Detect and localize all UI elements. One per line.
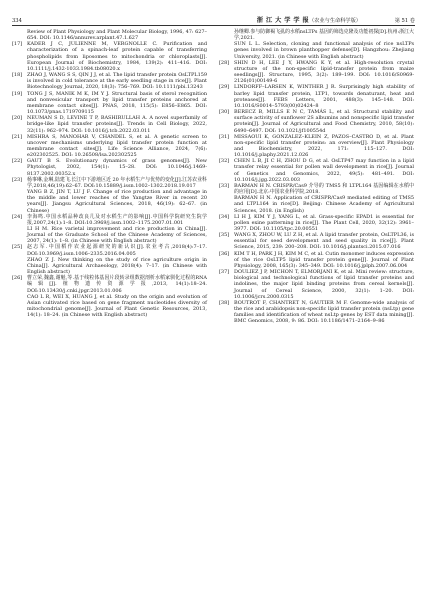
reference-entry [219, 109, 414, 134]
reference-text: 曹立荣,魏鑫,谢魁,等.基于线粒体基因片段转录组数据剖析水稻家驯化过程的RNA 编辑[J].植物遗传资源学报,2013, 14(1):18–24. DOI:10.13430/j.cnki.jpgr.2013.01.006 [27, 275, 207, 294]
reference-text: 杨事琳,金琳,陆建飞.长江中下游地区近 20 年水稻生产与优势的变化[J].江苏农业科学,2018,46(19):62–67. DOI:10.15889/j.issn.1002–1302.2018.19.017 [27, 176, 207, 189]
reference-entry [219, 60, 414, 85]
reference-entry [219, 269, 414, 300]
reference-text: GAUT B S. Evolutionary dynamics of grass genomes[J]. New Phytologist, 2002, 154(1): 15–28. DOI: 10.1046/j.1469-8137.2002.00352.x [27, 158, 207, 177]
references-left-column [12, 29, 207, 318]
reference-number: [35] [219, 232, 230, 239]
reference-text: BARMAN H N. Application of CRISPR/Cas9 mediated editing of TMS5 and LTPL164 in rice[D]. Beijing: Chinese Academy of Agricultural Sciences, 2018. (in English) [234, 195, 414, 214]
reference-entry [219, 183, 414, 195]
reference-entry [12, 226, 207, 244]
reference-number: [32] [219, 158, 230, 165]
reference-text: LI H J, KIM Y J, YANG L, et al. Grass-specific EPAD1 is essential for pollen exine patterning in rice[J]. The Plant Cell, 2020, 32(12): 3961–3977. DOI: 10.1105/tpc.20.00551 [234, 213, 414, 232]
reference-continuation: Review of Plant Physiology and Plant Molecular Biology, 1996, 47: 627–654. DOI: 10.1146/annurev.arplant.47.1.627 [27, 29, 207, 42]
reference-number: [24] [12, 213, 23, 220]
reference-entry [12, 115, 207, 133]
reference-text: KADER J C, JULIENNE M, VERGNOLLE C. Purification and characterization of a spinach-leaf protein capable of transferring phospholipids from liposomes to mitochondria or chloroplasts[J]. European Journal of Biochemistry, 1984, 139(2): 411–416. DOI: 10.1111/j.1432-1033.1984.tb08020.x [27, 41, 207, 72]
reference-text: CAO L R, WEI X, HUANG J, et al. Study on the origin and evolution of Asian cultivated rice based on gene fragment nucleotides diversity of mitochondrial genome[J]. Journal of Plant Genetic Resources, 2013, 14(1): 18–24. (in Chinese with English abstract) [27, 293, 207, 319]
reference-text: BOUTROT F, CHANTRET N, GAUTIER M F. Genome-wide analysis of the rice and arabidopsis non-specific lipid transfer protein (nsLtp) gene families and identification of wheat nsLtp genes by EST data mining[J]. BMC Genomics, 2008, 9: 86. DOI: 10.1186/1471–2164–9–86 [234, 299, 414, 325]
reference-number [12, 189, 27, 214]
journal-title [52, 15, 379, 24]
reference-entry [12, 91, 207, 116]
references-right-column [219, 29, 414, 325]
reference-entry [219, 232, 414, 250]
header-rule [12, 25, 415, 26]
reference-number: [38] [219, 299, 230, 306]
reference-text: DOULIEZ J P, MICHON T, ELMORJANI K, et al. Mini review: structure, biological and technological functions of lipid transfer proteins and indolines, the major lipid binding proteins from cereal kernels[J]. Journal of Cereal Science, 2000, 32(1): 1–20. DOI: 10.1006/jcrs.2000.0315 [234, 269, 414, 300]
reference-entry [12, 134, 207, 159]
reference-number: [36] [219, 250, 230, 257]
reference-number [12, 257, 27, 275]
reference-number: [19] [12, 90, 23, 97]
reference-text: YANG B Z, JIN T, LU J F. Change of rice production and advantage in the middle and lower reaches of the Yangtze River in recent 20 years[J]. Jiangsu Agricultural Sciences, 2018, 46(19): 62–67. (in Chinese) [27, 189, 207, 214]
reference-number: [31] [219, 133, 230, 140]
reference-entry [219, 300, 414, 325]
reference-text: SUN L L. Selection, cloning and functional analysis of rice nsLTPs genes involved in brown planthopper defense[D]. Hangzhou: Zhejiang University, 2021. (in Chinese with English abstract) [234, 41, 414, 60]
reference-number: [25] [12, 244, 23, 251]
reference-number: [23] [12, 176, 23, 183]
reference-entry [219, 158, 414, 183]
reference-number: [28] [219, 59, 230, 66]
reference-number: [34] [219, 213, 230, 220]
volume-label: 第 51 卷 [394, 18, 415, 24]
reference-text: 赵志军.中国稻作农业起源研究的新认识[J].农业考古,2018(4):7–17. DOI:10.3969/j.issn.1006–2335.2016.04.005 [27, 244, 207, 257]
journal-title-main: 浙 江 大 学 学 报 [256, 17, 310, 24]
reference-text: SHIN D H, LEE J Y, HWANG K Y, et al. High-resolution crystal structure of the non-specific lipid-transfer protein from maize seedlings[J]. Structure, 1995, 3(2): 189–199. DOI: 10.1016/S0969-2126(01)00149-6 [234, 59, 414, 85]
reference-number: [21] [12, 133, 23, 140]
reference-text: BERECZ B, MILLS E N C, TAMÁS L, et al. Structural stability and surface activity of sunflower 2S albumins and nonspecific lipid transfer protein[J]. Journal of Agricultural and Food Chemistry, 2010, 58(10): 6490–6497. DOI: 10.1021/jf100554d [234, 109, 414, 134]
reference-number [12, 294, 27, 319]
reference-entry [12, 189, 207, 214]
reference-number: [33] [219, 182, 230, 189]
reference-text: MISSAOUI K, GONZALEZ–KLEIN Z, PAZOS–CASTRO D, et al. Plant non-specific lipid transfer proteins: an overview[J]. Plant Physiology and Biochemistry, 2022, 171: 115–127. DOI: 10.1016/j.plaphy.2021.12.026 [234, 133, 414, 159]
reference-number: [37] [219, 269, 230, 276]
reference-number: [26] [12, 275, 23, 282]
reference-number [219, 195, 234, 213]
reference-text: LI H M. Rice varietal improvement and rice production in China[J]. Journal of the Graduate School of the Chinese Academy of Sciences, 2007, 24(1): 1–8. (in Chinese with English abstract) [27, 226, 207, 245]
reference-entry [12, 214, 207, 226]
reference-entry [219, 214, 414, 232]
reference-text: 李海鸣.中国水稻品种改良几及对水稻生产的影响[J].中国科学院研究生院学报,2007,24(1):1–8. DOI:10.3969/j.issn.1002–1175.2007.01.001 [27, 213, 207, 226]
reference-entry [219, 195, 414, 213]
reference-text: LINDORFF–LARSEN K, WINTHER J R. Surprisingly high stability of barley lipid transfer protein, LTP1, towards denaturant, heat and proteases[J]. FEBS Letters, 2001, 488(3): 145–148. DOI: 10.1016/S0014–5793(00)02424–8 [234, 84, 414, 109]
reference-number: [30] [219, 109, 230, 116]
reference-text: WANG X, ZHOU W, LU Z H, et al. A lipid transfer protein, OsLTPL36, is essential for seed development and seed quality in rice[J]. Plant Science, 2015, 239: 200–208. DOI: 10.1016/j.plantsci.2015.07.016 [234, 232, 414, 251]
reference-entry [12, 72, 207, 90]
reference-number: [20] [12, 115, 23, 122]
reference-text: TONG J S, MANIK M K, IM Y J. Structural basis of sterol recognition and nonvesicular transport by lipid transfer proteins anchored at membrane contact sites[J]. PNAS, 2018, 115(5): E856–E865. DOI: 10.1073/pnas.1719709115 [27, 90, 207, 116]
reference-entry [12, 275, 207, 293]
reference-text: CHEN L B, JI C H, ZHOU D G, et al. OsLTP47 may function in a lipid transfer relay essential for pollen wall development in rice[J]. Journal of Genetics and Genomics, 2022, 49(5): 481–491. DOI: 10.1016/j.jgg.2022.03.003 [234, 158, 414, 183]
reference-continuation: 孙继卿.参与防御褐飞虱的水稻nsLTPs 基因的筛选克隆及功能初探[D].杭州:浙江大学,2021. [234, 29, 414, 42]
reference-text: NEUMAN S D, LEVINE T P, BASHIRULLAH A. A novel superfamily of bridge-like lipid transfer proteins[J]. Trends in Cell Biology, 2022, 32(11): 962–974. DOI: 10.1016/j.tcb.2022.03.011 [27, 115, 207, 134]
reference-entry [219, 84, 414, 109]
reference-text: MISHRA S, MANOHAR V, CHANDEL S, et al. A genetic screen to uncover mechanisms underlying lipid transfer protein function at membrane contact sites[J]. Life Science Alliance, 2024, 7(6): e202302525. DOI: 10.26508/lsa.202302525 [27, 133, 207, 159]
reference-entry [219, 251, 414, 269]
reference-text: KIM T H, PARK J H, KIM M C, et al. Cutin monomer induces expression of the rice OsLTP5 lipid transfer protein gene[J]. Journal of Plant Physiology, 2008, 165(3): 345–349. DOI: 10.1016/j.jplph.2007.06.004 [234, 250, 414, 269]
reference-entry [12, 177, 207, 189]
reference-list-right [219, 41, 414, 324]
reference-entry [12, 257, 207, 275]
reference-list-left [12, 41, 207, 318]
reference-number: [18] [12, 72, 23, 79]
page-header [12, 12, 415, 24]
reference-number: [22] [12, 158, 23, 165]
reference-number [219, 41, 234, 59]
reference-entry [12, 294, 207, 319]
reference-number: [29] [219, 84, 230, 91]
reference-entry [12, 158, 207, 176]
reference-number [12, 226, 27, 244]
page-number: 334 [12, 18, 22, 24]
reference-entry [219, 41, 414, 59]
reference-text: ZHAO J, WANG S S, QIN J J, et al. The lipid transfer protein OsLTPL159 is involved in cold tolerance at the early seedling stage in rice[J]. Plant Biotechnology Journal, 2020, 18(3): 756–769. DOI: 10.1111/pbi.13243 [27, 72, 207, 91]
reference-entry [219, 134, 414, 159]
reference-text: BARMAN H N. CRISPR/Cas9 介导的 TMS5 和 LTPL164 基因编辑在水稻中的应用[D].北京:中国农业科学院,2018. [234, 182, 414, 196]
reference-text: ZHAO Z J. New thinking on the study of rice agriculture origin in China[J]. Agricultural Archaeology, 2018(4): 7–17. (in Chinese with English abstract) [27, 256, 207, 276]
reference-entry [12, 41, 207, 72]
reference-entry [12, 244, 207, 256]
journal-title-sub: （农业与生命科学版） [309, 18, 361, 24]
reference-number: [17] [12, 41, 23, 48]
